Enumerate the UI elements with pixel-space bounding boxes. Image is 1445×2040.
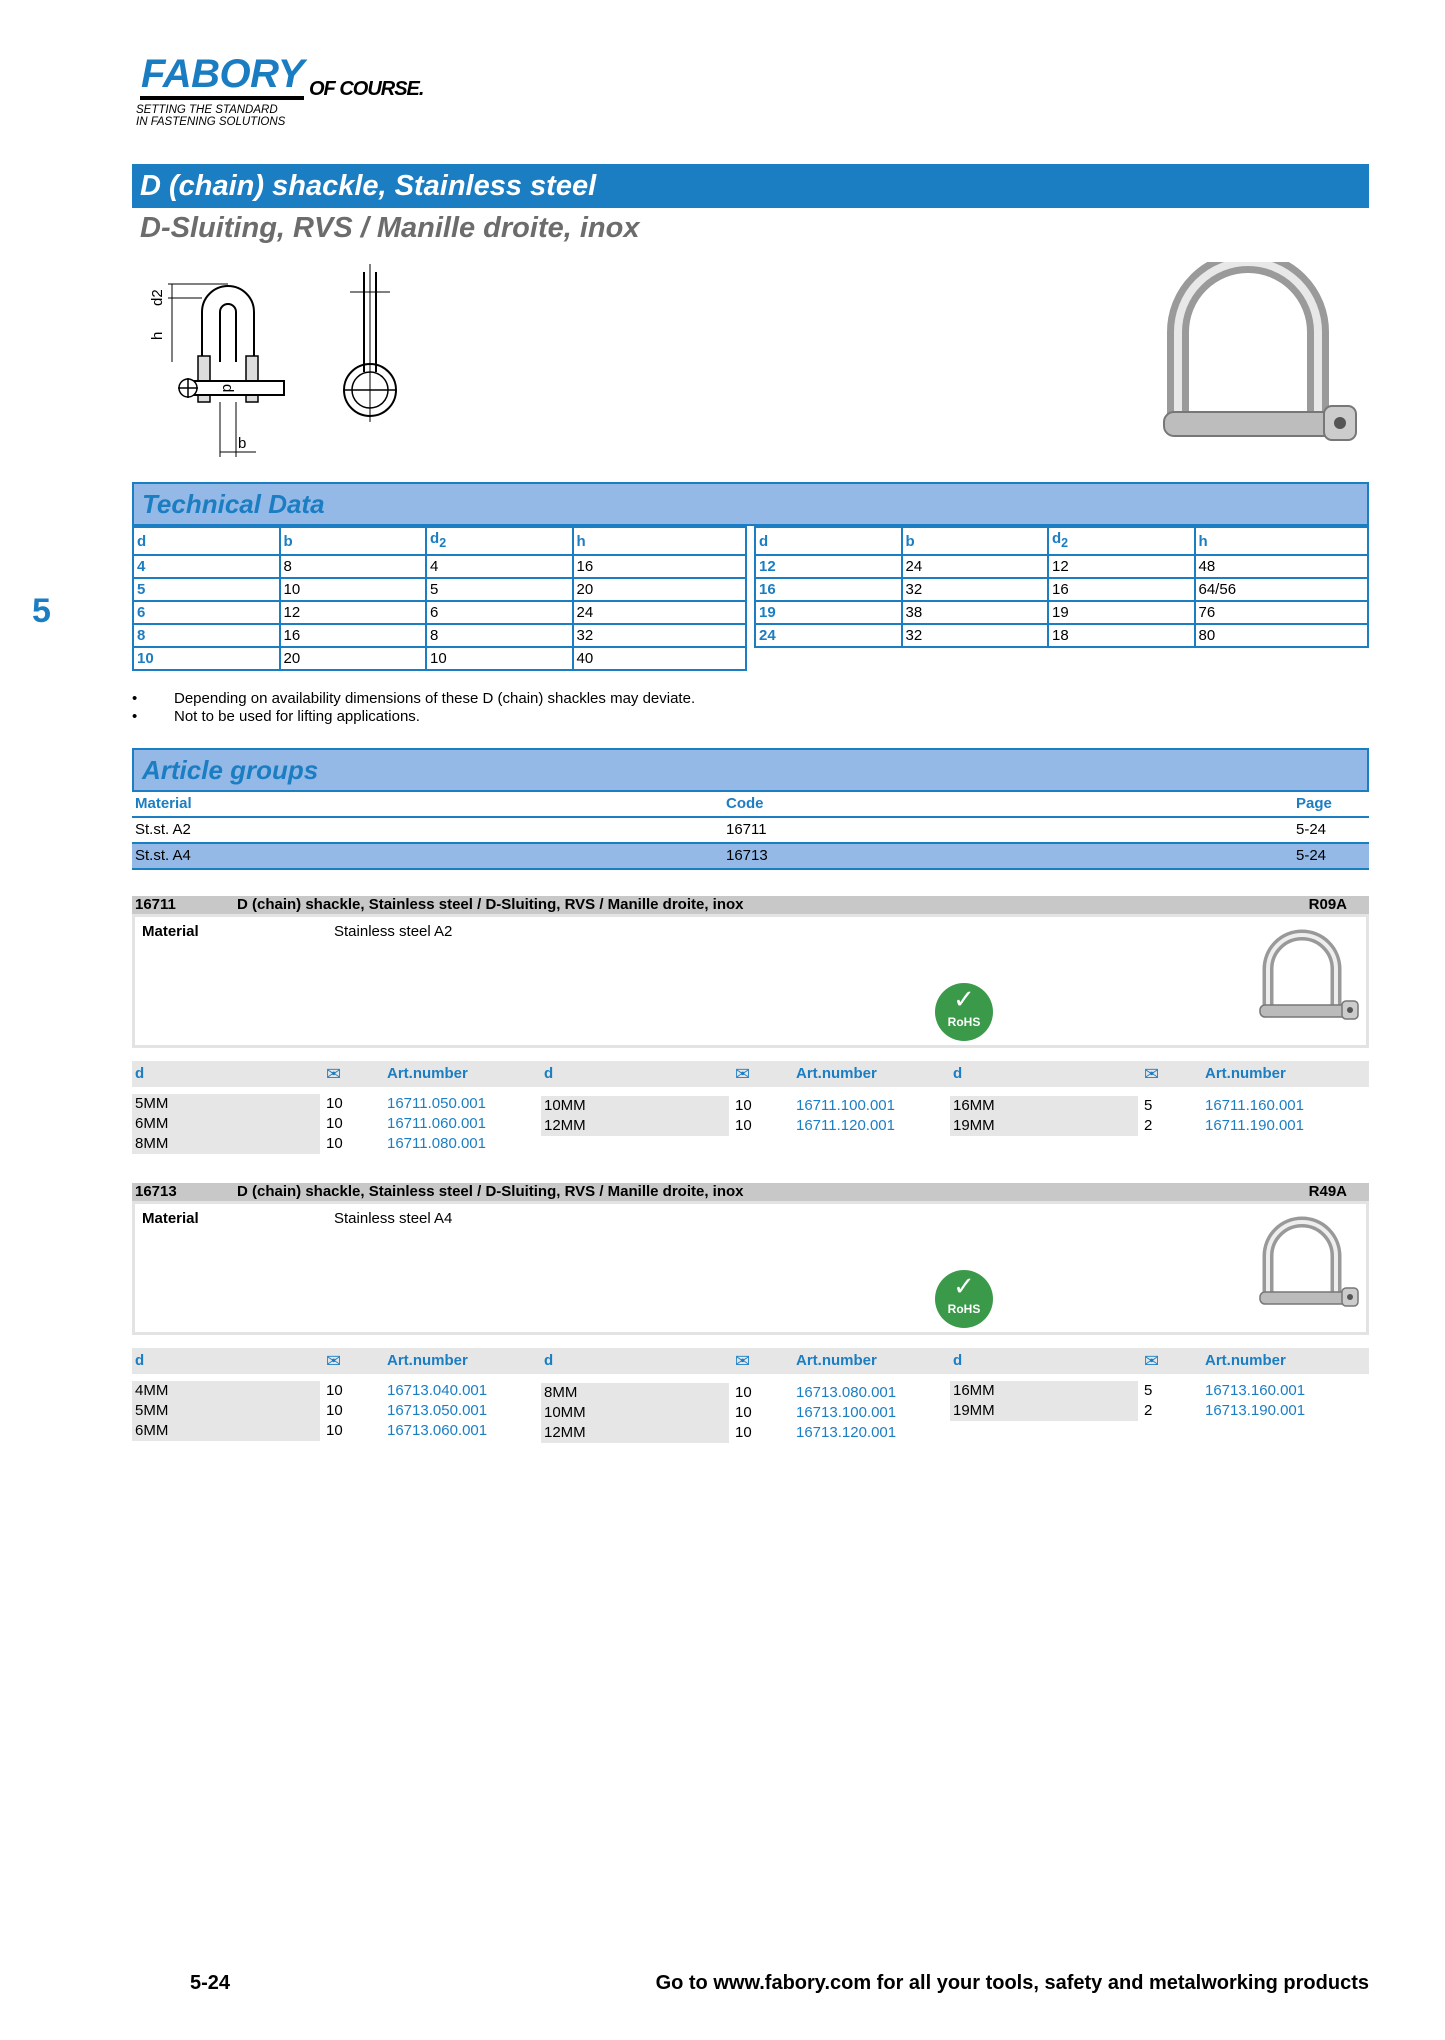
- rohs-label: RoHS: [947, 1015, 981, 1029]
- qty-cell: 10: [326, 1115, 343, 1132]
- col-b: b: [902, 527, 1049, 555]
- col-d: d: [544, 1352, 554, 1369]
- qty-cell: 10: [735, 1384, 752, 1401]
- cell-b: 32: [902, 624, 1049, 647]
- cell-d2: 10: [426, 647, 573, 670]
- note-item: • Depending on availability dimensions of these D (chain) shackles may deviate.: [132, 690, 695, 708]
- technical-table-left: [132, 526, 747, 671]
- col-d: d: [133, 527, 280, 555]
- cell-d2: 4: [426, 555, 573, 578]
- col-d: d: [953, 1065, 963, 1082]
- logo-tagline-1: SETTING THE STANDARD: [136, 104, 278, 116]
- size-cell: 4MM: [132, 1381, 320, 1401]
- col-b: b: [280, 527, 427, 555]
- label-h: h: [149, 331, 166, 340]
- table-row[interactable]: [950, 1401, 1350, 1421]
- table-row: [133, 601, 746, 624]
- size-cell: 19MM: [950, 1116, 1138, 1136]
- package-icon: ✉: [1144, 1064, 1160, 1085]
- cell-d: 4: [133, 555, 280, 578]
- col-art-number: Art.number: [1205, 1065, 1286, 1082]
- art-number-link[interactable]: 16713.120.001: [796, 1424, 897, 1441]
- check-icon: ✓: [953, 985, 975, 1015]
- table-row: [133, 578, 746, 601]
- group-header-bar: [132, 1183, 1369, 1201]
- label-d2: d2: [149, 289, 166, 306]
- material-label: Material: [142, 923, 199, 940]
- size-cell: 8MM: [132, 1134, 320, 1154]
- art-number-link[interactable]: 16713.050.001: [387, 1402, 488, 1419]
- cell-d2: 12: [1048, 555, 1195, 578]
- cell-h: 16: [573, 555, 746, 578]
- rohs-badge: [935, 1270, 993, 1328]
- size-cell: 16MM: [950, 1096, 1138, 1116]
- cell-b: 32: [902, 578, 1049, 601]
- cell-d2: 6: [426, 601, 573, 624]
- page-cell: 5-24: [1293, 817, 1369, 843]
- cell-d: 16: [755, 578, 902, 601]
- group-info-box: [132, 1201, 1369, 1335]
- size-cell: 5MM: [132, 1401, 320, 1421]
- cell-d2: 16: [1048, 578, 1195, 601]
- cell-d: 8: [133, 624, 280, 647]
- col-code: Code: [723, 792, 1293, 817]
- technical-data-heading: Technical Data: [132, 482, 1369, 526]
- code-cell: 16711: [723, 817, 1293, 843]
- cell-h: 80: [1195, 624, 1369, 647]
- cell-d: 5: [133, 578, 280, 601]
- cell-h: 24: [573, 601, 746, 624]
- cell-b: 10: [280, 578, 427, 601]
- col-d2: $d_2$: [426, 527, 573, 555]
- size-cell: 6MM: [132, 1114, 320, 1134]
- table-row[interactable]: [950, 1116, 1350, 1136]
- check-icon: ✓: [953, 1272, 975, 1302]
- material-cell: St.st. A2: [132, 817, 723, 843]
- rohs-label: RoHS: [947, 1302, 981, 1316]
- cell-d: 6: [133, 601, 280, 624]
- qty-cell: 10: [735, 1424, 752, 1441]
- col-art-number: Art.number: [387, 1352, 468, 1369]
- package-icon: ✉: [1144, 1351, 1160, 1372]
- cell-b: 20: [280, 647, 427, 670]
- cell-b: 38: [902, 601, 1049, 624]
- size-cell: 8MM: [541, 1383, 729, 1403]
- cell-h: 64/56: [1195, 578, 1369, 601]
- table-row[interactable]: [541, 1096, 941, 1116]
- qty-cell: 2: [1144, 1117, 1153, 1134]
- shackle-photo: [1148, 262, 1368, 462]
- art-number-link[interactable]: 16711.160.001: [1205, 1097, 1304, 1114]
- footer-text: Go to www.fabory.com for all your tools, safety and metalworking products: [655, 1972, 1369, 1994]
- size-cell: 10MM: [541, 1096, 729, 1116]
- shackle-thumbnail: [1250, 929, 1360, 1039]
- qty-cell: 10: [735, 1117, 752, 1134]
- table-row[interactable]: [950, 1096, 1350, 1116]
- cell-b: 12: [280, 601, 427, 624]
- group-code: 16713: [135, 1183, 177, 1200]
- qty-cell: 2: [1144, 1402, 1153, 1419]
- size-cell: 12MM: [541, 1423, 729, 1443]
- page-title: D (chain) shackle, Stainless steel: [132, 164, 1369, 208]
- size-cell: 19MM: [950, 1401, 1138, 1421]
- qty-cell: 10: [326, 1095, 343, 1112]
- cell-h: 32: [573, 624, 746, 647]
- table-header: [132, 792, 1369, 817]
- package-icon: ✉: [735, 1064, 751, 1085]
- table-row: [755, 578, 1368, 601]
- logo-tagline: [136, 104, 285, 128]
- column-header-bar: [132, 1348, 1369, 1374]
- qty-cell: 10: [326, 1402, 343, 1419]
- art-number-link[interactable]: 16711.080.001: [387, 1135, 486, 1152]
- group-title: D (chain) shackle, Stainless steel / D-Sluiting, RVS / Manille droite, inox: [237, 1183, 744, 1200]
- cell-h: 48: [1195, 555, 1369, 578]
- col-d: d: [544, 1065, 554, 1082]
- cell-d: 10: [133, 647, 280, 670]
- qty-cell: 10: [326, 1135, 343, 1152]
- table-row[interactable]: [132, 843, 1369, 869]
- page-cell: 5-24: [1293, 843, 1369, 869]
- col-d: d: [135, 1352, 145, 1369]
- column-header-bar: [132, 1061, 1369, 1087]
- section-number: 5: [32, 592, 51, 630]
- table-row[interactable]: [950, 1381, 1350, 1401]
- size-cell: 5MM: [132, 1094, 320, 1114]
- rohs-badge: [935, 983, 993, 1041]
- art-number-link[interactable]: 16711.060.001: [387, 1115, 486, 1132]
- qty-cell: 10: [326, 1382, 343, 1399]
- table-row: [133, 555, 746, 578]
- material-cell: St.st. A4: [132, 843, 723, 869]
- cell-d: 19: [755, 601, 902, 624]
- size-cell: 10MM: [541, 1403, 729, 1423]
- article-groups-heading: Article groups: [132, 748, 1369, 792]
- cell-d: 24: [755, 624, 902, 647]
- table-row[interactable]: [132, 1381, 532, 1401]
- cell-b: 8: [280, 555, 427, 578]
- table-row: [755, 624, 1368, 647]
- col-h: h: [573, 527, 746, 555]
- qty-cell: 10: [326, 1422, 343, 1439]
- qty-cell: 5: [1144, 1382, 1153, 1399]
- table-row: [755, 601, 1368, 624]
- technical-table-right: [754, 526, 1369, 648]
- col-d: d: [953, 1352, 963, 1369]
- table-row[interactable]: [132, 1094, 532, 1114]
- col-d: d: [755, 527, 902, 555]
- cell-d2: 8: [426, 624, 573, 647]
- group-title: D (chain) shackle, Stainless steel / D-Sluiting, RVS / Manille droite, inox: [237, 896, 744, 913]
- qty-cell: 5: [1144, 1097, 1153, 1114]
- col-page: Page: [1293, 792, 1369, 817]
- group-ref: R49A: [1308, 1183, 1347, 1200]
- notes: [132, 690, 695, 726]
- cell-b: 16: [280, 624, 427, 647]
- col-material: Material: [132, 792, 723, 817]
- material-value: Stainless steel A2: [334, 923, 453, 940]
- col-art-number: Art.number: [1205, 1352, 1286, 1369]
- table-row: [133, 624, 746, 647]
- cell-h: 20: [573, 578, 746, 601]
- cell-h: 40: [573, 647, 746, 670]
- size-cell: 6MM: [132, 1421, 320, 1441]
- size-cell: 12MM: [541, 1116, 729, 1136]
- label-b: b: [238, 435, 247, 452]
- col-h: h: [1195, 527, 1369, 555]
- article-groups-table: [132, 792, 1369, 870]
- table-header: [133, 527, 746, 555]
- table-row[interactable]: [132, 1114, 532, 1134]
- page-subtitle: D-Sluiting, RVS / Manille droite, inox: [140, 212, 640, 244]
- table-header: [755, 527, 1368, 555]
- group-ref: R09A: [1308, 896, 1347, 913]
- cell-b: 24: [902, 555, 1049, 578]
- note-item: • Not to be used for lifting applications.: [132, 708, 695, 726]
- art-number-link[interactable]: 16711.100.001: [796, 1097, 895, 1114]
- art-number-link[interactable]: 16711.120.001: [796, 1117, 895, 1134]
- table-row[interactable]: [132, 1401, 532, 1421]
- material-value: Stainless steel A4: [334, 1210, 453, 1227]
- art-number-link[interactable]: 16713.100.001: [796, 1404, 897, 1421]
- cell-d2: 18: [1048, 624, 1195, 647]
- col-art-number: Art.number: [387, 1065, 468, 1082]
- logo-suffix: OF COURSE.: [309, 78, 424, 100]
- art-number-link[interactable]: 16713.060.001: [387, 1422, 488, 1439]
- table-row[interactable]: [132, 817, 1369, 843]
- art-number-link[interactable]: 16711.190.001: [1205, 1117, 1304, 1134]
- package-icon: ✉: [326, 1351, 342, 1372]
- technical-drawing: [132, 262, 432, 462]
- table-row[interactable]: [132, 1421, 532, 1441]
- table-row[interactable]: [541, 1403, 941, 1423]
- label-d: d: [219, 384, 236, 393]
- col-d2: $d_2$: [1048, 527, 1195, 555]
- cell-d2: 19: [1048, 601, 1195, 624]
- art-number-link[interactable]: 16713.190.001: [1205, 1402, 1306, 1419]
- table-row[interactable]: [541, 1423, 941, 1443]
- package-icon: ✉: [735, 1351, 751, 1372]
- art-number-link[interactable]: 16713.040.001: [387, 1382, 488, 1399]
- art-number-link[interactable]: 16711.050.001: [387, 1095, 486, 1112]
- logo-tagline-2: IN FASTENING SOLUTIONS: [136, 116, 286, 128]
- logo-underline: [140, 96, 304, 100]
- col-art-number: Art.number: [796, 1352, 877, 1369]
- table-row[interactable]: [132, 1134, 532, 1154]
- col-d: d: [135, 1065, 145, 1082]
- cell-h: 76: [1195, 601, 1369, 624]
- art-number-link[interactable]: 16713.080.001: [796, 1384, 897, 1401]
- qty-cell: 10: [735, 1097, 752, 1114]
- package-icon: ✉: [326, 1064, 342, 1085]
- table-row: [133, 647, 746, 670]
- group-code: 16711: [135, 896, 176, 913]
- size-cell: 16MM: [950, 1381, 1138, 1401]
- shackle-thumbnail: [1250, 1216, 1360, 1326]
- cell-d2: 5: [426, 578, 573, 601]
- col-art-number: Art.number: [796, 1065, 877, 1082]
- art-number-link[interactable]: 16713.160.001: [1205, 1382, 1306, 1399]
- material-label: Material: [142, 1210, 199, 1227]
- code-cell: 16713: [723, 843, 1293, 869]
- logo-brand: FABORY: [141, 52, 304, 96]
- page-number: 5-24: [190, 1972, 231, 1994]
- table-row[interactable]: [541, 1116, 941, 1136]
- group-info-box: [132, 914, 1369, 1048]
- qty-cell: 10: [735, 1404, 752, 1421]
- fabory-logo: [133, 52, 433, 132]
- table-row[interactable]: [541, 1383, 941, 1403]
- group-header-bar: [132, 896, 1369, 914]
- table-row: [755, 555, 1368, 578]
- cell-d: 12: [755, 555, 902, 578]
